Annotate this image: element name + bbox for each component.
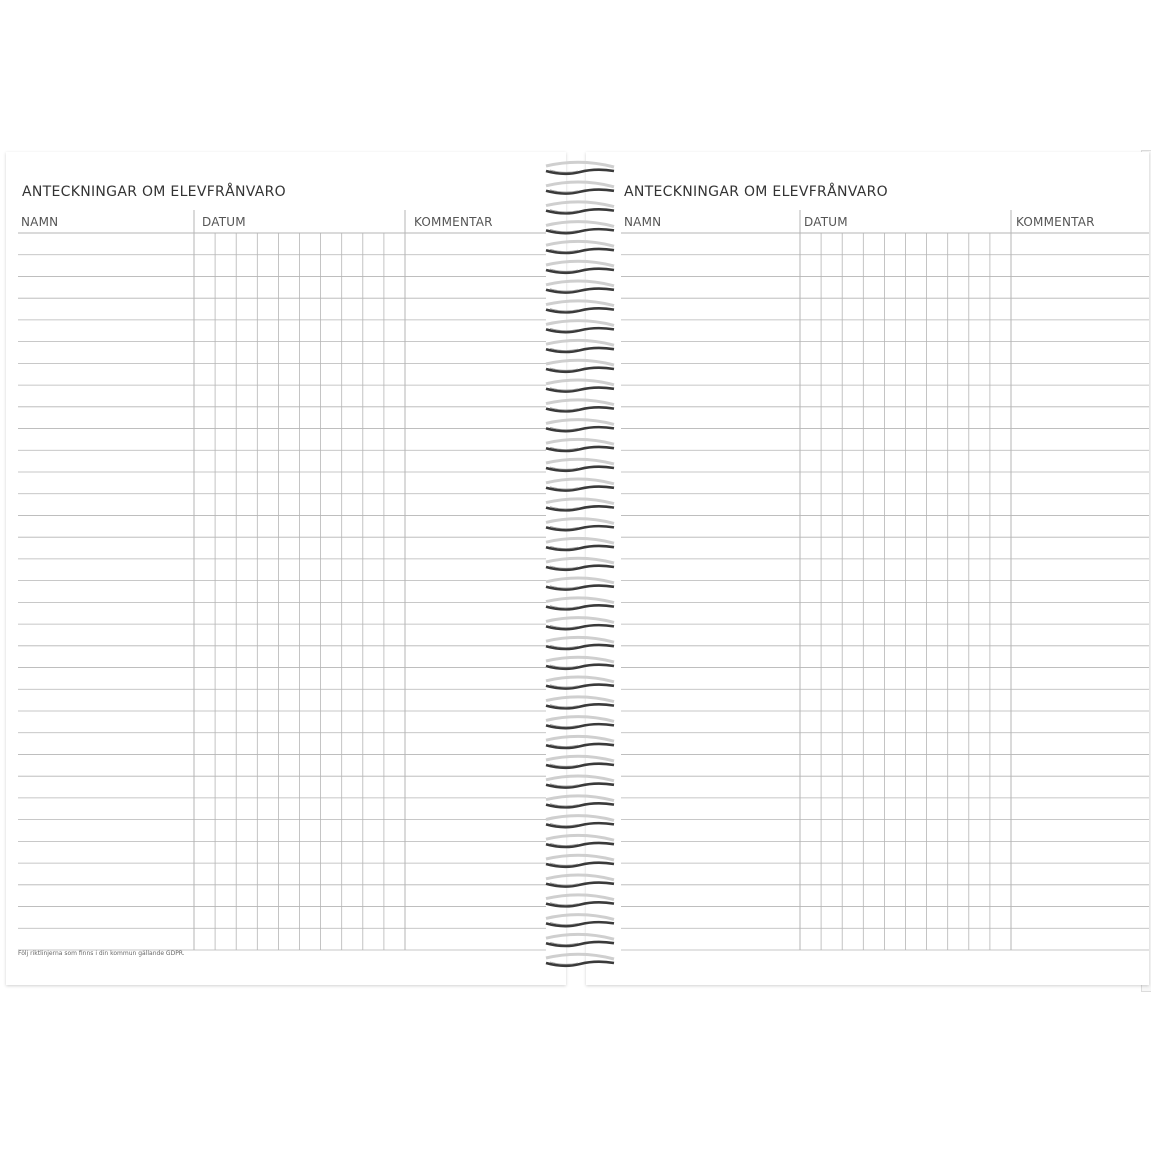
- column-header-comment: KOMMENTAR: [1016, 215, 1095, 229]
- left-page: [6, 152, 566, 985]
- right-page: [586, 152, 1149, 985]
- spiral-coil: [546, 222, 614, 234]
- attendance-grid: [6, 152, 566, 985]
- spiral-coil: [546, 657, 614, 669]
- page-title: ANTECKNINGAR OM ELEVFRÅNVARO: [22, 184, 286, 200]
- page-title: ANTECKNINGAR OM ELEVFRÅNVARO: [624, 184, 888, 200]
- spiral-coil: [546, 618, 614, 630]
- spiral-binding: [540, 158, 620, 984]
- spiral-coil: [546, 459, 614, 471]
- spiral-coil: [546, 479, 614, 491]
- column-header-date: DATUM: [804, 215, 848, 229]
- spiral-coil: [546, 321, 614, 333]
- spiral-coil: [546, 954, 614, 966]
- spiral-coil: [546, 934, 614, 946]
- column-header-date: DATUM: [202, 215, 246, 229]
- spiral-coil: [546, 281, 614, 293]
- column-header-name: NAMN: [21, 215, 59, 229]
- spiral-coil: [546, 736, 614, 748]
- spiral-coil: [546, 162, 614, 174]
- spiral-coil: [546, 400, 614, 412]
- spiral-coil: [546, 717, 614, 729]
- spiral-coil: [546, 578, 614, 590]
- spiral-coil: [546, 756, 614, 768]
- spiral-coil: [546, 835, 614, 847]
- spiral-coil: [546, 637, 614, 649]
- spiral-coil: [546, 895, 614, 907]
- column-header-name: NAMN: [624, 215, 662, 229]
- spiral-coil: [546, 598, 614, 610]
- spiral-coil: [546, 182, 614, 194]
- spiral-coil: [546, 915, 614, 927]
- column-header-comment: KOMMENTAR: [414, 215, 493, 229]
- spiral-coil: [546, 301, 614, 313]
- spiral-coil: [546, 519, 614, 531]
- spiral-coil: [546, 380, 614, 392]
- gdpr-footnote: Följ riktlinjerna som finns i din kommun gällande GDPR.: [18, 950, 185, 957]
- spiral-coil: [546, 439, 614, 451]
- spiral-coil: [546, 697, 614, 709]
- spiral-coil: [546, 499, 614, 511]
- attendance-grid: [586, 152, 1149, 985]
- spiral-coil: [546, 855, 614, 867]
- spiral-coil: [546, 340, 614, 352]
- spiral-coil: [546, 261, 614, 273]
- spiral-coil: [546, 677, 614, 689]
- spiral-coil: [546, 558, 614, 570]
- spiral-coil: [546, 360, 614, 372]
- spiral-coil: [546, 816, 614, 828]
- spiral-coil: [546, 241, 614, 253]
- spiral-coil: [546, 776, 614, 788]
- spiral-coil: [546, 796, 614, 808]
- spiral-coil: [546, 875, 614, 887]
- spiral-coil: [546, 420, 614, 432]
- spiral-coil: [546, 202, 614, 214]
- spiral-coil: [546, 538, 614, 550]
